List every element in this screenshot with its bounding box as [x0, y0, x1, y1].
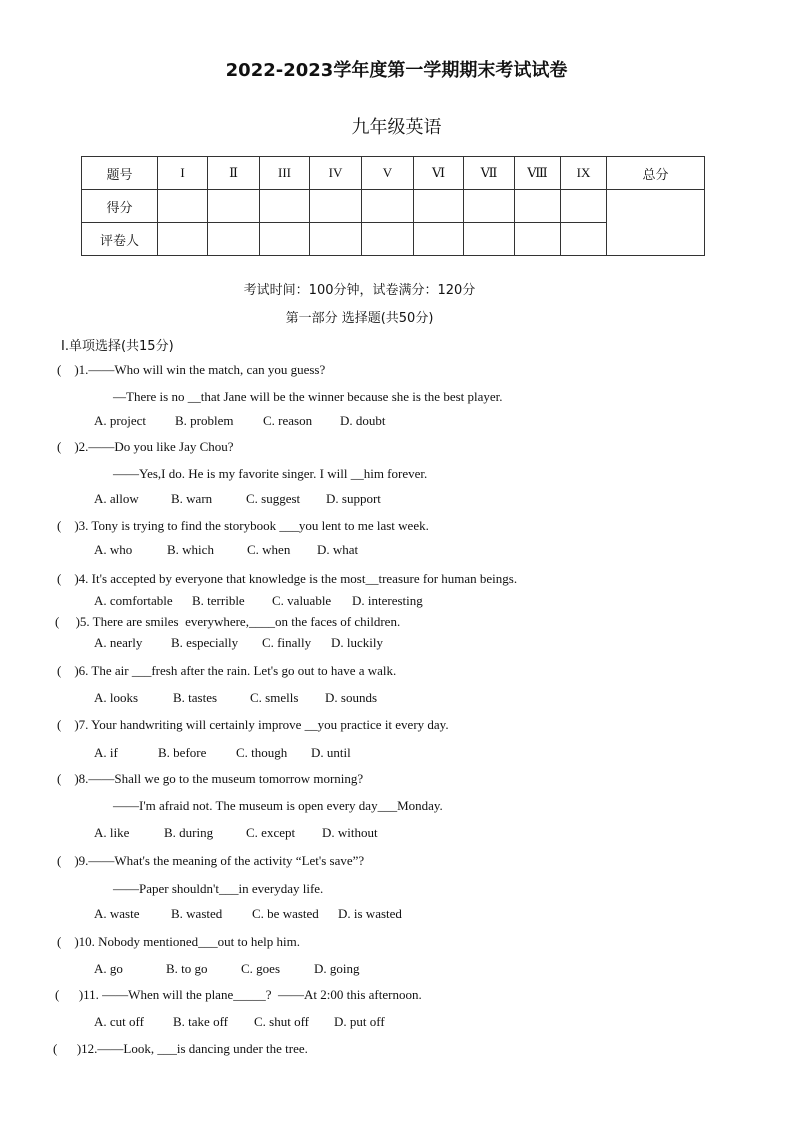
question-8-option-c: C. except: [246, 825, 296, 840]
score-cell: [310, 190, 362, 223]
question-10-option-a: A. go: [94, 961, 123, 976]
score-cell: [515, 190, 561, 223]
question-10-option-d: D. going: [314, 961, 360, 976]
question-12-stem: ( )12.——Look, ___is dancing under the tree.: [53, 1041, 308, 1056]
question-8-option-a: A. like: [94, 825, 130, 840]
grader-cell: [260, 223, 310, 256]
question-3-option-c: C. when: [247, 542, 291, 557]
question-9-option-b: B. wasted: [171, 906, 223, 921]
question-7-option-d: D. until: [311, 745, 351, 760]
question-4-stem: ( )4. It's accepted by everyone that knowledge is the most__treasure for human beings.: [57, 571, 518, 586]
score-cell: [561, 190, 607, 223]
question-2-stem: ( )2.——Do you like Jay Chou?: [57, 439, 234, 454]
question-4-option-a: A. comfortable: [94, 593, 173, 608]
section-title: I.单项选择(共15分): [61, 339, 174, 354]
question-4-option-b: B. terrible: [192, 593, 245, 608]
score-cell: [414, 190, 464, 223]
question-6-option-d: D. sounds: [325, 690, 378, 705]
grader-cell: [208, 223, 260, 256]
header-cell-4: IV: [310, 157, 362, 190]
question-11-option-c: C. shut off: [254, 1014, 310, 1029]
question-7-option-b: B. before: [158, 745, 207, 760]
header-cell-1: I: [158, 157, 208, 190]
question-4-option-c: C. valuable: [272, 593, 332, 608]
grader-cell: [561, 223, 607, 256]
question-5-stem: ( )5. There are smiles everywhere,____on the faces of children.: [55, 614, 401, 629]
total-score-cell: [607, 190, 705, 256]
score-table-header-row: [82, 157, 705, 190]
grader-cell: [310, 223, 362, 256]
header-cell-6: Ⅵ: [414, 157, 464, 190]
question-8-stem: ( )8.——Shall we go to the museum tomorrow morning?: [57, 771, 364, 786]
question-5-option-a: A. nearly: [94, 635, 143, 650]
question-2-option-c: C. suggest: [246, 491, 301, 506]
question-3-option-d: D. what: [317, 542, 359, 557]
question-7-option-c: C. though: [236, 745, 288, 760]
exam-subtitle: 九年级英语: [351, 117, 442, 138]
grader-cell: [158, 223, 208, 256]
question-7-stem: ( )7. Your handwriting will certainly improve __you practice it every day.: [57, 717, 449, 732]
header-cell-3: III: [260, 157, 310, 190]
question-10-option-c: C. goes: [241, 961, 280, 976]
question-8-option-b: B. during: [164, 825, 214, 840]
question-11-option-a: A. cut off: [94, 1014, 144, 1029]
question-1-option-a: A. project: [94, 413, 146, 428]
header-cell-question-no: 题号: [82, 157, 158, 190]
question-7-option-a: A. if: [94, 745, 118, 760]
question-11-option-b: B. take off: [173, 1014, 228, 1029]
question-10-stem: ( )10. Nobody mentioned___out to help him.: [57, 934, 301, 949]
score-row-label: 得分: [82, 190, 158, 223]
question-9-stem: ( )9.——What's the meaning of the activity “Let's save”?: [57, 853, 365, 868]
score-cell: [464, 190, 515, 223]
question-3-stem: ( )3. Tony is trying to find the storybook ___you lent to me last week.: [57, 518, 429, 533]
grader-row-label: 评卷人: [82, 223, 158, 256]
question-1-reply: —There is no __that Jane will be the winner because she is the best player.: [113, 389, 503, 404]
score-cell: [260, 190, 310, 223]
question-1-option-c: C. reason: [263, 413, 313, 428]
exam-info: 考试时间：100分钟，试卷满分：120分: [243, 283, 476, 298]
header-cell-2: Ⅱ: [208, 157, 260, 190]
question-10-option-b: B. to go: [166, 961, 208, 976]
question-8-reply: ——I'm afraid not. The museum is open every day___Monday.: [113, 798, 443, 813]
grader-cell: [414, 223, 464, 256]
question-6-option-a: A. looks: [94, 690, 139, 705]
score-row: [82, 190, 705, 223]
exam-title: 2022-2023学年度第一学期期末考试试卷: [225, 60, 568, 81]
question-3-option-b: B. which: [167, 542, 214, 557]
question-8-option-d: D. without: [322, 825, 378, 840]
score-cell: [362, 190, 414, 223]
header-cell-total: 总分: [607, 157, 705, 190]
question-6-option-c: C. smells: [250, 690, 299, 705]
score-cell: [208, 190, 260, 223]
question-1-option-d: D. doubt: [340, 413, 386, 428]
score-cell: [158, 190, 208, 223]
grader-cell: [362, 223, 414, 256]
question-2-option-d: D. support: [326, 491, 381, 506]
question-9-option-a: A. waste: [94, 906, 140, 921]
grader-cell: [464, 223, 515, 256]
question-2-reply: ——Yes,I do. He is my favorite singer. I will __him forever.: [113, 466, 428, 481]
question-5-option-c: C. finally: [262, 635, 312, 650]
header-cell-8: Ⅷ: [515, 157, 561, 190]
part-title: 第一部分 选择题(共50分): [285, 311, 434, 326]
question-2-option-b: B. warn: [171, 491, 213, 506]
question-9-option-d: D. is wasted: [338, 906, 402, 921]
score-table: [81, 156, 705, 256]
question-9-option-c: C. be wasted: [252, 906, 319, 921]
question-3-option-a: A. who: [94, 542, 133, 557]
question-6-stem: ( )6. The air ___fresh after the rain. Let's go out to have a walk.: [57, 663, 397, 678]
question-4-option-d: D. interesting: [352, 593, 423, 608]
question-1-stem: ( )1.——Who will win the match, can you guess?: [57, 362, 326, 377]
question-2-option-a: A. allow: [94, 491, 139, 506]
question-5-option-d: D. luckily: [331, 635, 383, 650]
header-cell-9: IX: [561, 157, 607, 190]
question-1-option-b: B. problem: [175, 413, 234, 428]
grader-cell: [515, 223, 561, 256]
header-cell-7: Ⅶ: [464, 157, 515, 190]
header-cell-5: V: [362, 157, 414, 190]
question-9-reply: ——Paper shouldn't___in everyday life.: [113, 881, 324, 896]
question-11-option-d: D. put off: [334, 1014, 385, 1029]
question-6-option-b: B. tastes: [173, 690, 218, 705]
question-5-option-b: B. especially: [171, 635, 239, 650]
question-11-stem: ( )11. ——When will the plane_____? ——At 2:00 this afternoon.: [55, 987, 422, 1002]
